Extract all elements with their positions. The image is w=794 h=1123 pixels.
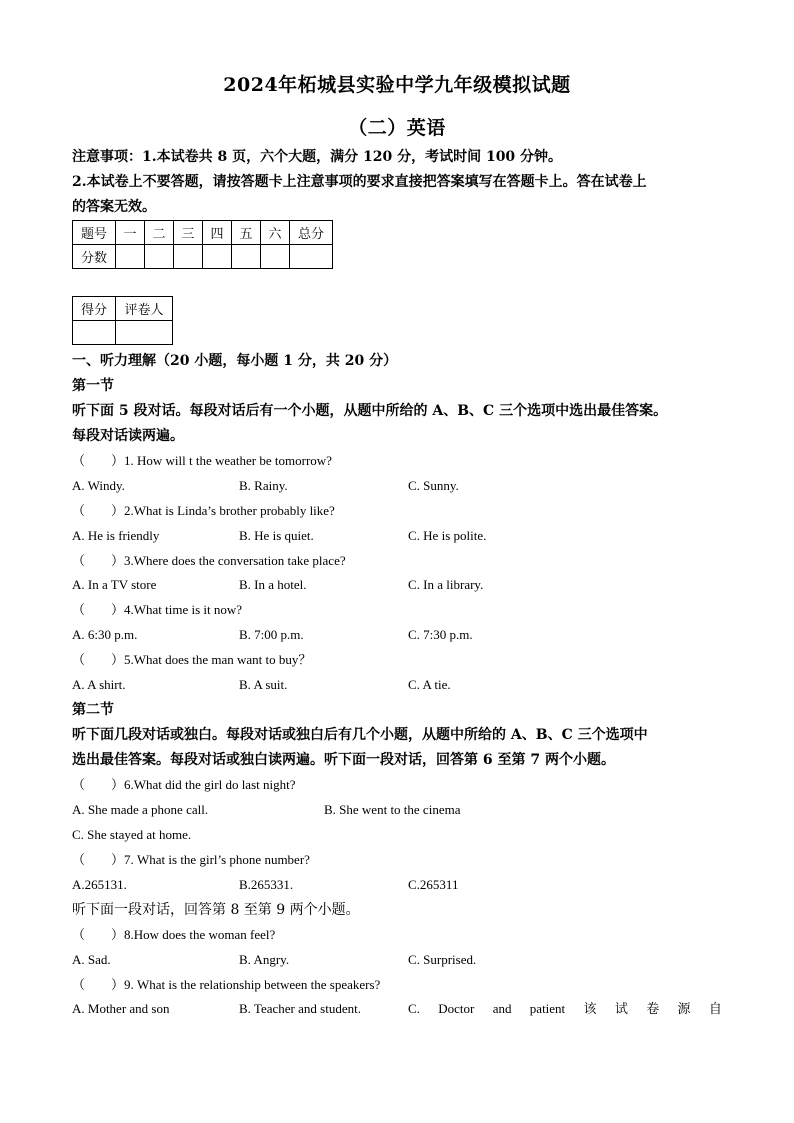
option-c-word: C. [408,1001,420,1016]
option-a: A. Windy. [72,478,125,493]
question-stem: （ ）9. What is the relationship between the speakers? [72,977,381,992]
notice-line-3: 的答案无效。 [72,199,156,215]
grader-table-cell: 评卷人 [116,297,173,321]
option-c: C. A tie. [408,677,451,692]
question-stem: （ ）7. What is the girl’s phone number? [72,852,310,867]
option-c-justified [408,1000,722,1018]
grader-input-cell [73,321,116,345]
option-c: C. Surprised. [408,952,477,967]
exam-subtitle: （二）英语 [348,117,446,139]
score-table-cell: 题号 [73,221,116,245]
score-table-cell: 三 [174,221,203,245]
exam-title: 2024年柘城县实验中学九年级模拟试题 [223,74,571,96]
score-input-cell [145,245,174,269]
option-b: B. A suit. [239,677,288,692]
question-stem: （ ）4.What time is it now? [72,602,243,617]
option-a: A. Mother and son [72,1001,170,1016]
option-c-word: 自 [708,1001,722,1016]
part1-instruction-1: 听下面 5 段对话。每段对话后有一个小题，从题中所给的 A、B、C 三个选项中选出最佳答案。 [72,403,668,419]
part2-instruction-2: 选出最佳答案。每段对话或独白读两遍。听下面一段对话，回答第 6 至第 7 两个小题。 [72,752,615,768]
question-stem: （ ）3.Where does the conversation take place? [72,553,346,568]
score-input-cell [232,245,261,269]
option-c: C. In a library. [408,577,484,592]
score-table-cell: 六 [261,221,290,245]
grader-input-cell [116,321,173,345]
option-c-word: 源 [677,1001,691,1016]
notice-line-2: 2.本试卷上不要答题，请按答题卡上注意事项的要求直接把答案填写在答题卡上。答在试卷上 [72,174,647,190]
notice-line-1: 注意事项：1.本试卷共 8 页，六个大题，满分 120 分，考试时间 100 分钟。 [72,149,563,165]
score-table-score-row [73,245,333,269]
grader-table-cell: 得分 [73,297,116,321]
option-a: A. She made a phone call. [72,802,209,817]
option-b: B. In a hotel. [239,577,307,592]
question-stem: （ ）1. How will t the weather be tomorrow? [72,453,332,468]
section-heading: 一、听力理解（20 小题，每小题 1 分，共 20 分） [72,353,398,369]
option-a: A. Sad. [72,952,111,967]
score-input-cell [116,245,145,269]
sub-instruction: 听下面一段对话，回答第 8 至第 9 两个小题。 [72,902,360,918]
score-table-cell: 一 [116,221,145,245]
score-input-cell [290,245,333,269]
option-c-word: Doctor [438,1001,475,1016]
option-c-word: patient [529,1001,566,1016]
option-c: C. 7:30 p.m. [408,627,473,642]
option-b: B. Angry. [239,952,290,967]
option-a: A. In a TV store [72,577,157,592]
option-c-word: 试 [614,1001,628,1016]
option-b: B. Teacher and student. [239,1001,361,1016]
score-input-cell [174,245,203,269]
part1-instruction-2: 每段对话读两遍。 [72,428,184,444]
score-table-cell: 二 [145,221,174,245]
option-a: A. A shirt. [72,677,126,692]
score-table [72,220,333,269]
score-table-cell: 总分 [290,221,333,245]
option-c-word: 卷 [646,1001,660,1016]
option-c: C. She stayed at home. [72,827,192,842]
part2-instruction-1: 听下面几段对话或独白。每段对话或独白后有几个小题，从题中所给的 A、B、C 三个选项中 [72,727,648,743]
question-stem: （ ）5.What does the man want to buy？ [72,652,312,667]
score-table-header-row [73,221,333,245]
question-stem: （ ）2.What is Linda’s brother probably like? [72,503,335,518]
score-input-cell [203,245,232,269]
option-c: C. He is polite. [408,528,487,543]
question-stem: （ ）8.How does the woman feel? [72,927,276,942]
option-a: A.265131. [72,877,127,892]
score-table-cell: 五 [232,221,261,245]
option-c: C. Sunny. [408,478,459,493]
score-input-cell [261,245,290,269]
option-b: B. Rainy. [239,478,288,493]
option-b: B.265331. [239,877,294,892]
grader-table [72,296,173,345]
score-table-cell: 分数 [73,245,116,269]
option-a: A. He is friendly [72,528,160,543]
option-c-word: and [492,1001,512,1016]
option-b: B. 7:00 p.m. [239,627,304,642]
option-b: B. He is quiet. [239,528,314,543]
question-stem: （ ）6.What did the girl do last night? [72,777,296,792]
option-a: A. 6:30 p.m. [72,627,138,642]
score-table-cell: 四 [203,221,232,245]
option-c-word: 该 [583,1001,597,1016]
part-label-1: 第一节 [72,378,114,394]
part-label-2: 第二节 [72,702,114,718]
option-c: C.265311 [408,877,459,892]
option-b: B. She went to the cinema [324,802,461,817]
